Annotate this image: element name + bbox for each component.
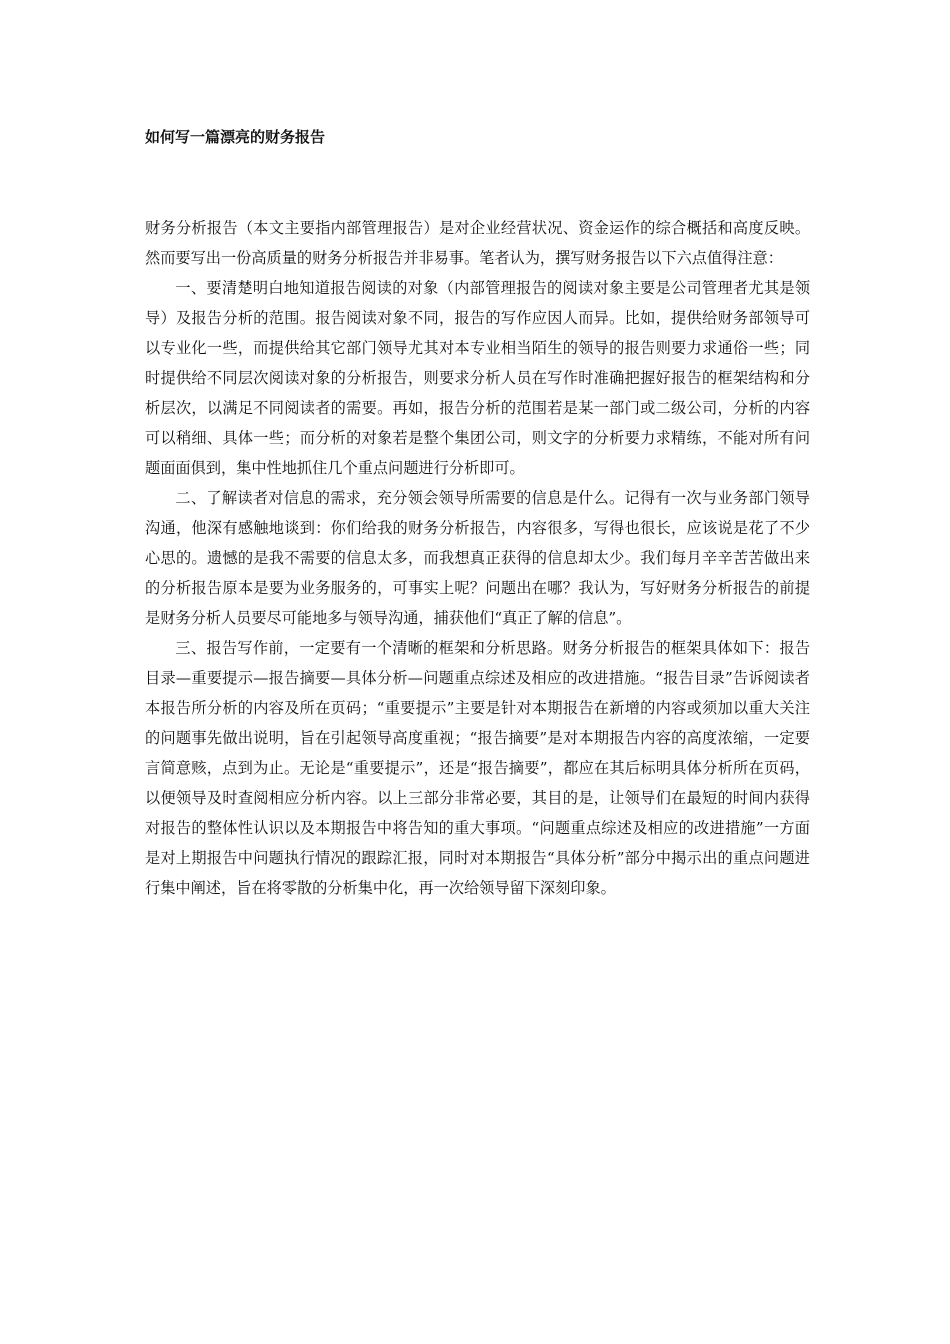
- point-one-paragraph: 一、要清楚明白地知道报告阅读的对象（内部管理报告的阅读对象主要是公司管理者尤其是领导）及报告分析的范围。报告阅读对象不同，报告的写作应因人而异。比如，提供给财务部领导可以专业化一些，而提供给其它部门领导尤其对本专业相当陌生的领导的报告则要力求通俗一些；同时提供给不同层次阅读对象的分析报告，则要求分析人员在写作时准确把握好报告的框架结构和分析层次，以满足不同阅读者的需要。再如，报告分析的范围若是某一部门或二级公司，分析的内容可以稍细、具体一些；而分析的对象若是整个集团公司，则文字的分析要力求精练，不能对所有问题面面俱到，集中性地抓住几个重点问题进行分析即可。: [145, 279, 810, 477]
- document-body: [145, 213, 810, 903]
- point-two-paragraph: 二、了解读者对信息的需求，充分领会领导所需要的信息是什么。记得有一次与业务部门领导沟通，他深有感触地谈到：你们给我的财务分析报告，内容很多，写得也很长，应该说是花了不少心思的。遗憾的是我不需要的信息太多，而我想真正获得的信息却太少。我们每月辛辛苦苦做出来的分析报告原本是要为业务服务的，可事实上呢？问题出在哪？我认为，写好财务分析报告的前提是财务分析人员要尽可能地多与领导沟通，捕获他们“真正了解的信息”。: [145, 489, 810, 627]
- point-three-paragraph: 三、报告写作前，一定要有一个清晰的框架和分析思路。财务分析报告的框架具体如下：报告目录—重要提示—报告摘要—具体分析—问题重点综述及相应的改进措施。“报告目录”告诉阅读者本报告所分析的内容及所在页码；“重要提示”主要是针对本期报告在新增的内容或须加以重大关注的问题事先做出说明，旨在引起领导高度重视；“报告摘要”是对本期报告内容的高度浓缩，一定要言简意赅，点到为止。无论是“重要提示”，还是“报告摘要”，都应在其后标明具体分析所在页码，以便领导及时查阅相应分析内容。以上三部分非常必要，其目的是，让领导们在最短的时间内获得对报告的整体性认识以及本期报告中将告知的重大事项。“问题重点综述及相应的改进措施”一方面是对上期报告中问题执行情况的跟踪汇报，同时对本期报告“具体分析”部分中揭示出的重点问题进行集中阐述，旨在将零散的分析集中化，再一次给领导留下深刻印象。: [145, 639, 810, 897]
- document-title: 如何写一篇漂亮的财务报告: [145, 128, 326, 146]
- intro-paragraph: 财务分析报告（本文主要指内部管理报告）是对企业经营状况、资金运作的综合概括和高度反映。然而要写出一份高质量的财务分析报告并非易事。笔者认为，撰写财务报告以下六点值得注意：: [145, 219, 810, 267]
